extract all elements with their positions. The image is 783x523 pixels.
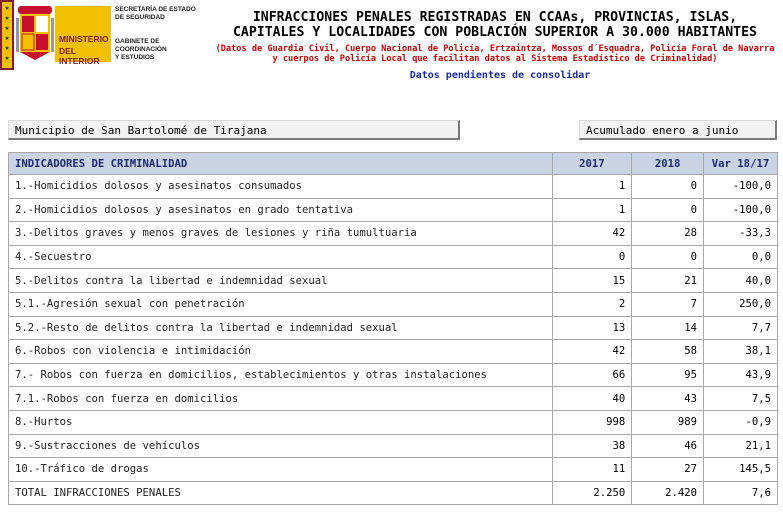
value-2018-cell: 21 [632,269,704,293]
table-row [9,434,778,458]
value-2017-cell: 13 [552,316,632,340]
ministry-name-box [55,6,111,66]
ministry-line-2: DEL INTERIOR [59,46,100,66]
value-2017-cell: 40 [552,387,632,411]
variation-cell: 250,0 [704,292,778,316]
value-2017-cell: 998 [552,410,632,434]
variation-cell: 7,5 [704,387,778,411]
side-line-4: Y ESTUDIOS [115,54,155,61]
variation-cell: 7,6 [704,481,778,505]
indicator-cell: 5.2.-Resto de delitos contra la libertad e indemnidad sexual [9,316,553,340]
page-subtitle [215,44,775,64]
variation-cell: 21,1 [704,434,778,458]
star-icon: ★ [4,53,10,62]
indicator-cell: 3.-Delitos graves y menos graves de lesiones y riña tumultuaria [9,222,553,246]
crime-indicators-table [8,152,778,505]
eu-flag-icon [0,0,14,70]
star-icon: ★ [4,23,10,32]
variation-cell: 43,9 [704,363,778,387]
value-2017-cell: 1 [552,175,632,199]
indicator-cell: TOTAL INFRACCIONES PENALES [9,481,553,505]
value-2018-cell: 28 [632,222,704,246]
indicator-cell: 5.1.-Agresión sexual con penetración [9,292,553,316]
table-header-row [9,153,778,175]
value-2017-cell: 11 [552,458,632,482]
title-line-2: CAPITALES Y LOCALIDADES CON POBLACIÓN SUPERIOR A 30.000 HABITANTES [232,25,757,40]
value-2017-cell: 66 [552,363,632,387]
value-2017-cell: 38 [552,434,632,458]
side-line-2: DE SEGURIDAD [115,14,165,21]
value-2018-cell: 7 [632,292,704,316]
indicator-cell: 6.-Robos con violencia e intimidación [9,340,553,364]
ministry-logo [0,0,200,70]
indicator-cell: 8.-Hurtos [9,410,553,434]
value-2018-cell: 43 [632,387,704,411]
header-2017: 2017 [552,153,632,175]
variation-cell: 40,0 [704,269,778,293]
star-icon: ★ [4,43,10,52]
page-title [215,10,775,40]
value-2018-cell: 58 [632,340,704,364]
indicator-cell: 9.-Sustracciones de vehículos [9,434,553,458]
variation-cell: 0,0 [704,245,778,269]
value-2018-cell: 0 [632,175,704,199]
table-row [9,458,778,482]
table-row [9,292,778,316]
value-2018-cell: 14 [632,316,704,340]
table-row [9,175,778,199]
value-2018-cell: 27 [632,458,704,482]
value-2017-cell: 42 [552,340,632,364]
ministry-subunits [115,6,205,62]
indicator-cell: 2.-Homicidios dolosos y asesinatos en grado tentativa [9,198,553,222]
indicator-cell: 7.1.-Robos con fuerza en domicilios [9,387,553,411]
value-2018-cell: 46 [632,434,704,458]
table-row [9,387,778,411]
indicator-cell: 5.-Delitos contra la libertad e indemnidad sexual [9,269,553,293]
ministry-line-1: MINISTERIO [59,34,109,44]
value-2017-cell: 2.250 [552,481,632,505]
variation-cell: -0,9 [704,410,778,434]
table-row [9,363,778,387]
indicator-cell: 7.- Robos con fuerza en domicilios, establecimientos y otras instalaciones [9,363,553,387]
value-2018-cell: 989 [632,410,704,434]
value-2017-cell: 1 [552,198,632,222]
variation-cell: -100,0 [704,175,778,199]
star-icon: ★ [4,3,10,12]
table-row [9,316,778,340]
variation-cell: -33,3 [704,222,778,246]
indicator-cell: 4.-Secuestro [9,245,553,269]
table-row [9,340,778,364]
side-line-1: SECRETARÍA DE ESTADO [115,6,196,13]
variation-cell: 38,1 [704,340,778,364]
star-icon: ★ [4,33,10,42]
subtitle-line-1: (Datos de Guardia Civil, Cuerpo Nacional de Policía, Ertzaintza, Mossos d´Esquadra, Policía Foral de Navarra [215,44,775,54]
table-row [9,222,778,246]
indicator-cell: 10.-Tráfico de drogas [9,458,553,482]
subtitle-line-2: y cuerpos de Policía Local que facilitan datos al Sistema Estadístico de Criminalidad) [272,54,718,64]
table-row [9,245,778,269]
value-2018-cell: 0 [632,198,704,222]
value-2017-cell: 42 [552,222,632,246]
indicator-cell: 1.-Homicidios dolosos y asesinatos consumados [9,175,553,199]
value-2018-cell: 0 [632,245,704,269]
header-variation: Var 18/17 [704,153,778,175]
header-2018: 2018 [632,153,704,175]
value-2018-cell: 95 [632,363,704,387]
table-row [9,410,778,434]
pending-note: Datos pendientes de consolidar [409,70,591,81]
coat-of-arms-icon [16,4,54,62]
value-2017-cell: 2 [552,292,632,316]
table-row [9,269,778,293]
star-icon: ★ [4,13,10,22]
header-indicator: INDICADORES DE CRIMINALIDAD [9,153,553,175]
value-2017-cell: 0 [552,245,632,269]
title-line-1: INFRACCIONES PENALES REGISTRADAS EN CCAAs, PROVINCIAS, ISLAS, [252,10,738,25]
variation-cell: 7,7 [704,316,778,340]
variation-cell: 145,5 [704,458,778,482]
period-label: Acumulado enero a junio [579,120,777,140]
table-total-row [9,481,778,505]
value-2018-cell: 2.420 [632,481,704,505]
variation-cell: -100,0 [704,198,778,222]
value-2017-cell: 15 [552,269,632,293]
table-row [9,198,778,222]
municipality-label: Municipio de San Bartolomé de Tirajana [8,120,460,140]
side-line-3: GABINETE DE COORDINACIÓN [115,38,167,53]
